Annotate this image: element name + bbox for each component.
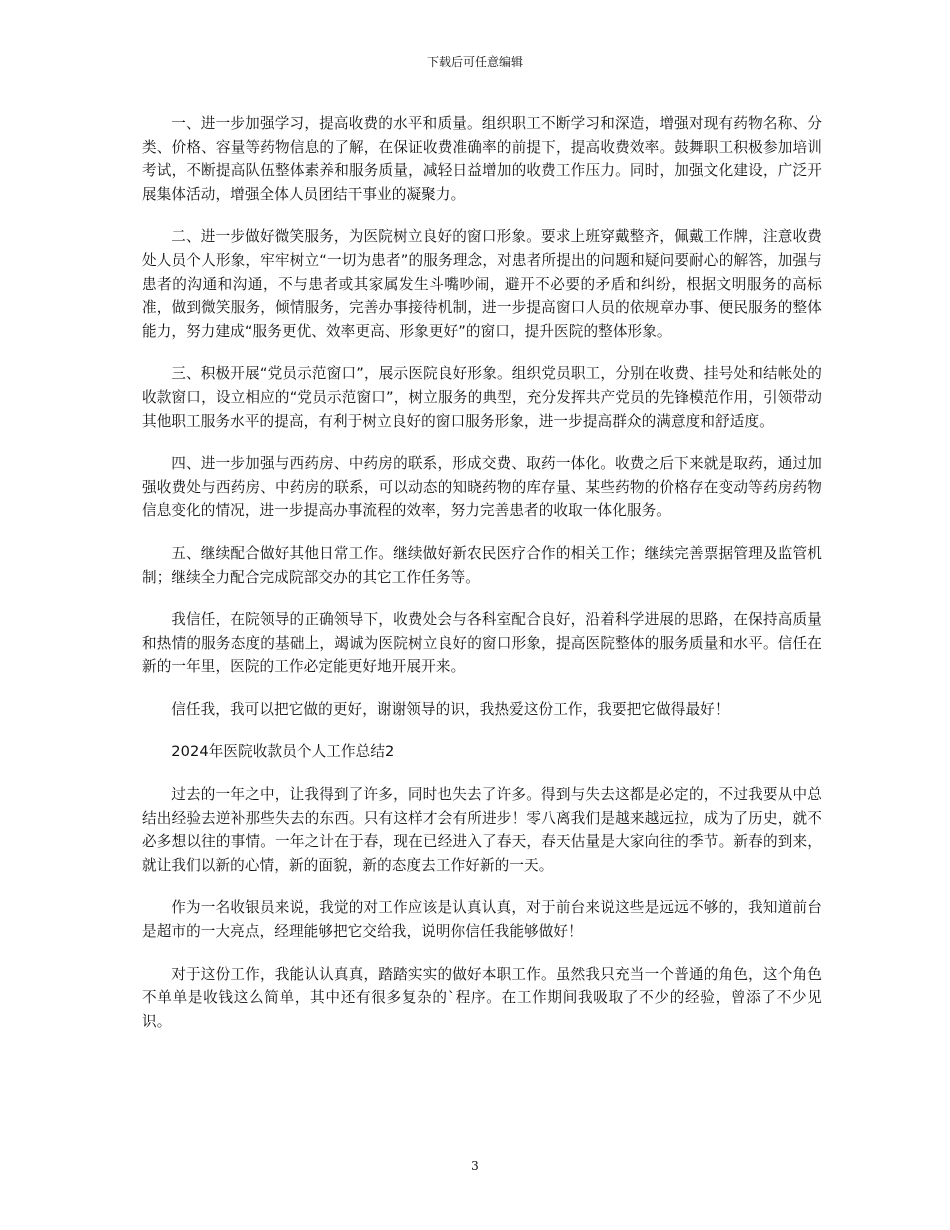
paragraph-5: 五、继续配合做好其他日常工作。继续做好新农民医疗合作的相关工作；继续完善票据管理及监管机制；继续全力配合完成院部交办的其它工作任务等。 (142, 544, 822, 586)
paragraph-6: 我信任，在院领导的正确领导下，收费处会与各科室配合良好，沿着科学进展的思路，在保持高质量和热情的服务态度的基础上，竭诚为医院树立良好的窗口形象，提高医院整体的服务质量和水平。信任在新的一年里，医院的工作必定能更好地开展开来。 (142, 611, 822, 676)
paragraph-1: 一、进一步加强学习，提高收费的水平和质量。组织职工不断学习和深造，增强对现有药物名称、分类、价格、容量等药物信息的了解，在保证收费准确率的前提下，提高收费效率。鼓舞职工积极参加培训考试，不断提高队伍整体素养和服务质量，减轻日益增加的收费工作压力。同时，加强文化建设，广泛开展集体活动，增强全体人员团结干事业的凝聚力。 (142, 115, 822, 203)
paragraph-7: 信任我，我可以把它做的更好，谢谢领导的识，我热爱这份工作，我要把它做得最好！ (171, 700, 730, 718)
paragraph-2: 二、进一步做好微笑服务，为医院树立良好的窗口形象。要求上班穿戴整齐，佩戴工作牌，注意收费处人员个人形象，牢牢树立“一切为患者”的服务理念，对患者所提出的问题和疑问要耐心的解答，加强与患者的沟通和沟通，不与患者或其家属发生斗嘴吵闹，避开不必要的矛盾和纠纷，根据文明服务的高标准，做到微笑服务，倾情服务，完善办事接待机制，进一步提高窗口人员的依规章办事、便民服务的整体能力，努力建成“服务更优、效率更高、形象更好”的窗口，提升医院的整体形象。 (142, 228, 822, 340)
paragraph-8: 过去的一年之中，让我得到了许多，同时也失去了许多。得到与失去这都是必定的，不过我要从中总结出经验去逆补那些失去的东西。只有这样才会有所进步！零八离我们是越来越远拉，成为了历史，就不必多想以往的事情。一年之计在于春，现在已经进入了春天，春天估量是大家向往的季节。新春的到来，就让我们以新的心情，新的面貌，新的态度去工作好新的一天。 (142, 786, 822, 874)
page-number: 3 (471, 1159, 479, 1173)
section-heading: 2024年医院收款员个人工作总结2 (171, 743, 395, 761)
page-header: 下载后可任意编辑 (426, 55, 523, 69)
document-body (142, 112, 822, 1052)
paragraph-9: 作为一名收银员来说，我觉的对工作应该是认真认真，对于前台来说这些是远远不够的，我知道前台是超市的一大亮点，经理能够把它交给我，说明你信任我能够做好！ (142, 899, 822, 941)
paragraph-3: 三、积极开展“党员示范窗口”，展示医院良好形象。组织党员职工，分别在收费、挂号处和结帐处的收款窗口，设立相应的“党员示范窗口”，树立服务的典型，充分发挥共产党员的先锋模范作用，引领带动其他职工服务水平的提高，有利于树立良好的窗口服务形象，进一步提高群众的满意度和舒适度。 (142, 365, 822, 430)
paragraph-10: 对于这份工作，我能认认真真，踏踏实实的做好本职工作。虽然我只充当一个普通的角色，这个角色不单单是收钱这么简单，其中还有很多复杂的`程序。在工作期间我吸取了不少的经验，曾添了不少见识。 (142, 965, 822, 1030)
paragraph-4: 四、进一步加强与西药房、中药房的联系，形成交费、取药一体化。收费之后下来就是取药，通过加强收费处与西药房、中药房的联系，可以动态的知晓药物的库存量、某些药物的价格存在变动等药房药物信息变化的情况，进一步提高办事流程的效率，努力完善患者的收取一体化服务。 (142, 455, 822, 520)
